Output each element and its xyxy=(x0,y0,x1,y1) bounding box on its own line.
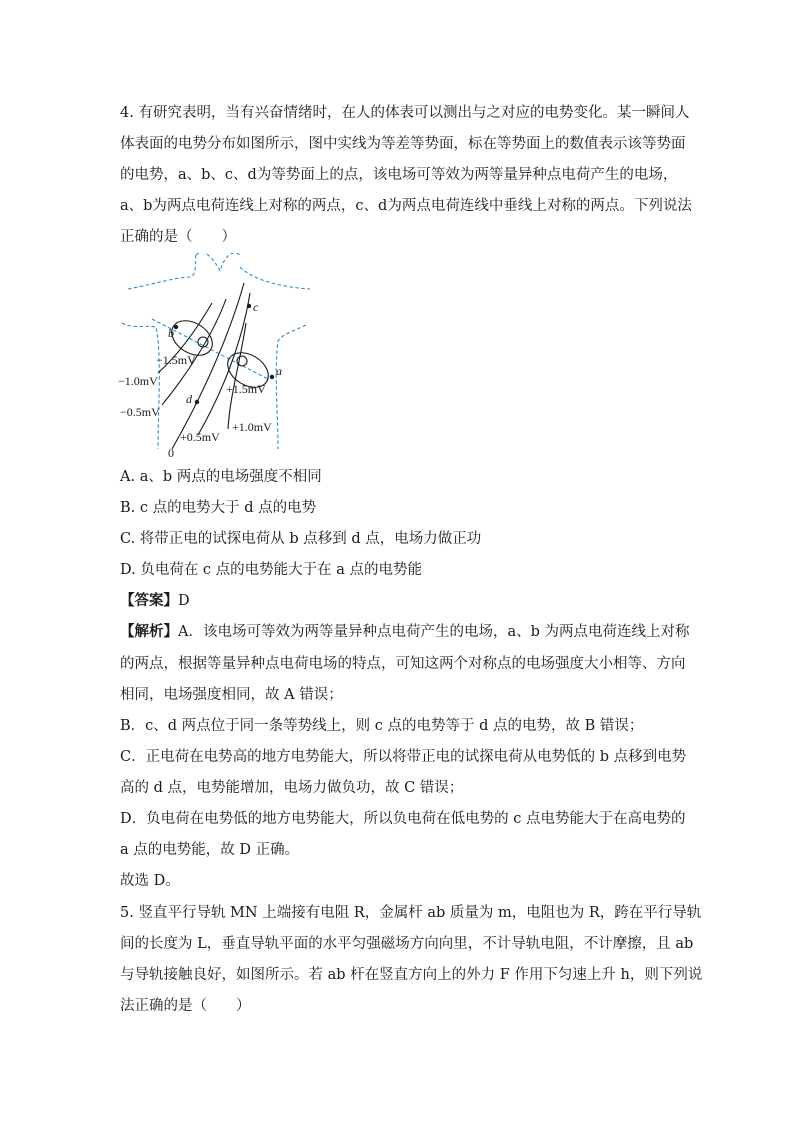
q5-stem-line-4: 法正确的是（ ） xyxy=(120,998,251,1014)
label-minus-1-5: −1.5mV xyxy=(156,353,196,367)
option-a: A. a、b 两点的电场强度不相同 xyxy=(120,469,322,485)
point-d-dot xyxy=(195,400,199,404)
label-minus-0-5: −0.5mV xyxy=(120,405,160,419)
outline-right-arm xyxy=(276,325,306,449)
equipotential-plus-1-0 xyxy=(228,323,246,429)
analysis-text-1: A．该电场可等效为两等量异种点电荷产生的电场，a、b 为两点电荷连线上对称 xyxy=(178,624,690,640)
point-b-dot xyxy=(174,325,178,329)
q4-stem-line-4: a、b为两点电荷连线上对称的两点，c、d为两点电荷连线中垂线上对称的两点。下列说法 xyxy=(120,198,692,214)
analysis-line-4: B．c、d 两点位于同一条等势线上，则 c 点的电势等于 d 点的电势，故 B 错误； xyxy=(120,718,644,734)
answer-line xyxy=(120,592,190,610)
analysis-line-7: D．负电荷在电势低的地方电势能大，所以负电荷在低电势的 c 点电势能大于在高电势的 xyxy=(120,811,686,827)
label-plus-1-0: +1.0mV xyxy=(232,420,272,434)
label-d: d xyxy=(186,392,192,406)
body-outline xyxy=(122,253,310,449)
q4-stem-line-2: 体表面的电势分布如图所示，图中实线为等差等势面，标在等势面上的数值表示该等势面 xyxy=(120,136,686,152)
analysis-conclusion: 故选 D。 xyxy=(120,873,180,889)
point-c-dot xyxy=(247,304,251,308)
outline-left-shoulder xyxy=(128,255,196,289)
point-a-dot xyxy=(270,375,274,379)
label-zero: 0 xyxy=(168,446,174,460)
option-b: B. c 点的电势大于 d 点的电势 xyxy=(120,500,317,516)
answer-tag: 【答案】 xyxy=(120,592,178,609)
label-a: a xyxy=(276,364,282,378)
analysis-tag: 【解析】 xyxy=(120,623,178,640)
equipotential-diagram xyxy=(118,253,318,463)
label-minus-1-0: −1.0mV xyxy=(118,374,158,388)
q5-stem-line-3: 与导轨接触良好，如图所示。若 ab 杆在竖直方向上的外力 F 作用下匀速上升 h，则下列说 xyxy=(120,967,703,983)
outline-right-shoulder xyxy=(240,267,310,289)
q5-stem-line-2: 间的长度为 L，垂直导轨平面的水平匀强磁场方向向里，不计导轨电阻，不计摩擦，且 ab xyxy=(120,936,694,952)
analysis-line-2: 的两点，根据等量异种点电荷电场的特点，可知这两个对称点的电场强度大小相等、方向 xyxy=(120,656,686,672)
option-d: D. 负电荷在 c 点的电势能大于在 a 点的电势能 xyxy=(120,562,423,578)
label-c: c xyxy=(253,300,259,314)
label-plus-0-5: +0.5mV xyxy=(180,430,220,444)
q4-stem-line-5: 正确的是（ ） xyxy=(120,229,236,245)
analysis-line-1 xyxy=(120,623,690,641)
analysis-line-6: 高的 d 点，电势能增加，电场力做负功，故 C 错误； xyxy=(120,780,464,796)
option-c: C. 将带正电的试探电荷从 b 点移到 d 点，电场力做正功 xyxy=(120,531,482,547)
analysis-line-3: 相同，电场强度相同，故 A 错误； xyxy=(120,687,343,703)
analysis-line-8: a 点的电势能，故 D 正确。 xyxy=(120,842,300,858)
label-plus-1-5: +1.5mV xyxy=(226,382,266,396)
q5-stem-line-1: 5. 竖直平行导轨 MN 上端接有电阻 R，金属杆 ab 质量为 m，电阻也为 R，跨在平行导轨 xyxy=(120,905,702,921)
answer-value: D xyxy=(178,593,190,609)
label-b: b xyxy=(168,326,174,340)
q4-stem-line-3: 的电势，a、b、c、d为等势面上的点，该电场可等效为两等量异种点电荷产生的电场， xyxy=(120,167,678,183)
outline-neck xyxy=(196,253,240,271)
analysis-line-5: C．正电荷在电势高的地方电势能大，所以将带正电的试探电荷从电势低的 b 点移到电势 xyxy=(120,749,687,765)
q4-stem-line-1: 4. 有研究表明，当有兴奋情绪时，在人的体表可以测出与之对应的电势变化。某一瞬间人 xyxy=(120,105,690,121)
